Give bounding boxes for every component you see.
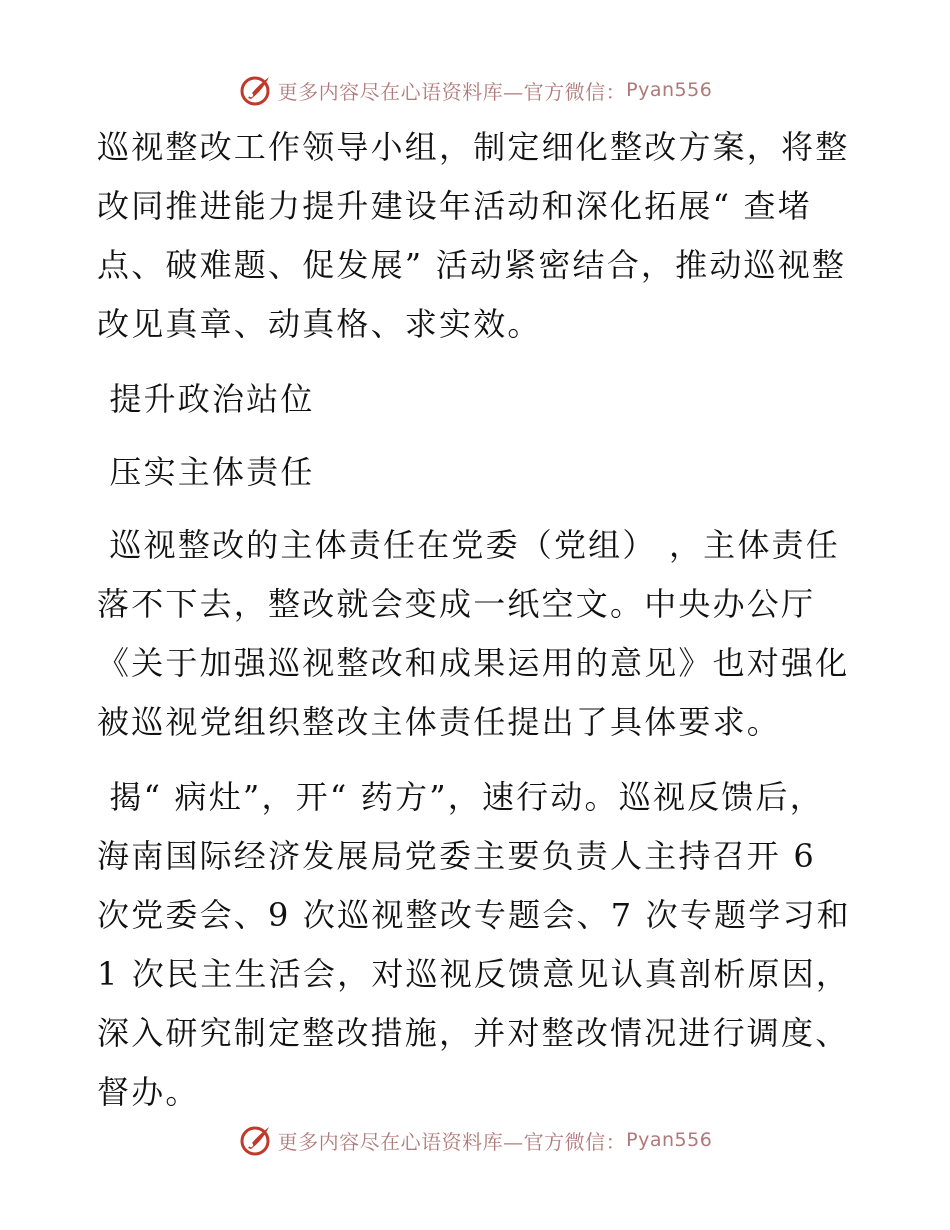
header-watermark [0,70,950,110]
watermark-wechat-id: Pyan556 [626,79,713,101]
footer-watermark [0,1120,950,1160]
quill-logo-icon [238,72,274,108]
paragraph-2: 巡视整改的主体责任在党委（党组） ，主体责任落不下去，整改就会变成一纸空文。中央办公厅《关于加强巡视整改和成果运用的意见》也对强化被巡视党组织整改主体责任提出了具体要求。 [97,526,850,741]
watermark-text: 更多内容尽在心语资料库—官方微信： [277,1129,627,1154]
heading-main-responsibility: 压实主体责任 [97,453,315,491]
watermark-text: 更多内容尽在心语资料库—官方微信： [277,79,627,104]
paragraph-1: 巡视整改工作领导小组，制定细化整改方案，将整改同推进能力提升建设年活动和深化拓展“ 查堵点、破难题、促发展” 活动紧密结合，推动巡视整改见真章、动真格、求实效。 [97,128,850,343]
document-body [97,118,864,1138]
paragraph-3: 揭“ 病灶”，开“ 药方”，速行动。巡视反馈后，海南国际经济发展局党委主要负责人主持召开 6 次党委会、9 次巡视整改专题会、7 次专题学习和 1 次民主生活会，对巡视反馈意见认真剖析原因，深入研究制定整改措施，并对整改情况进行调度、督办。 [97,778,864,1111]
quill-logo-icon [238,1122,274,1158]
watermark-wechat-id: Pyan556 [626,1129,713,1151]
heading-political-stance: 提升政治站位 [97,380,315,418]
